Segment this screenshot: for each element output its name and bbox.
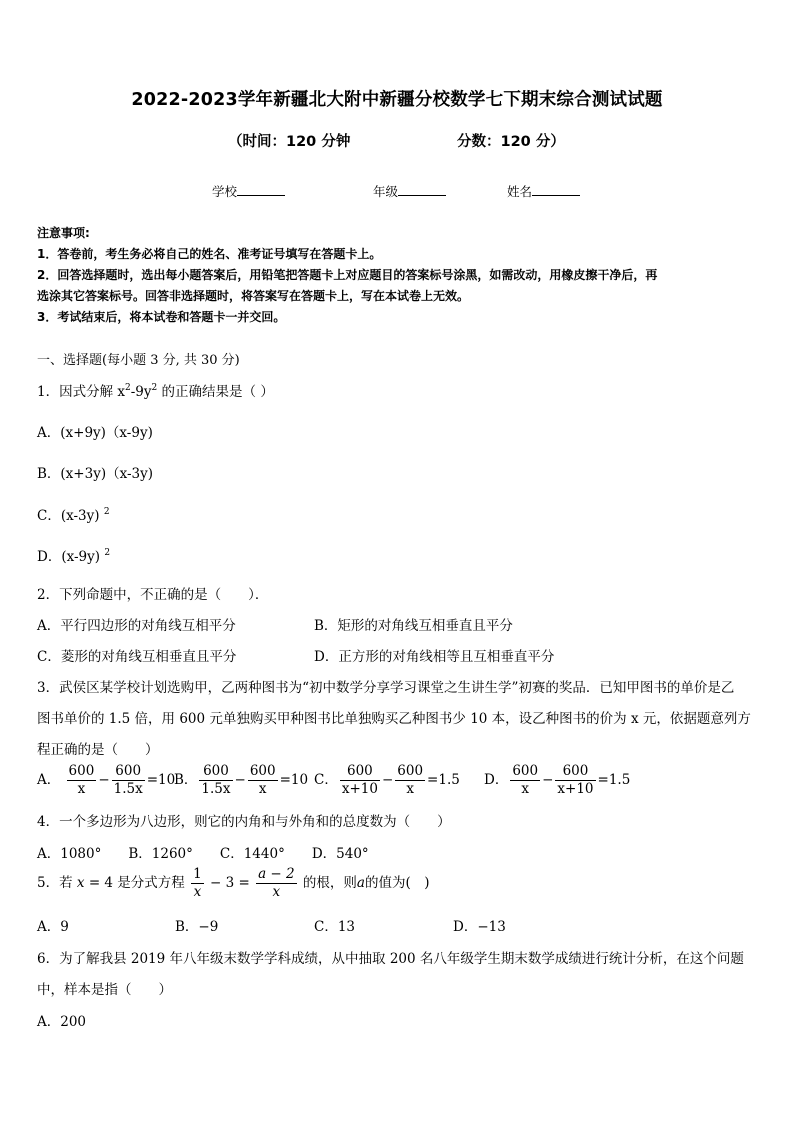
fraction	[555, 763, 595, 798]
q1-option-d	[37, 545, 110, 565]
notice-item: 2．回答选择题时，选出每小题答案后，用铅笔把答题卡上对应题目的答案标号涂黑，如需改动，用橡皮擦干净后，再	[37, 268, 658, 282]
q3-option-d	[484, 763, 630, 798]
numerator: 600	[512, 763, 539, 779]
notice-item: 选涂其它答案标号。回答非选择题时，将答案写在答题卡上，写在本试卷上无效。	[37, 289, 470, 303]
q1-option-b: B．(x+3y)（x-3y)	[37, 466, 154, 482]
q5-text-c: 的根，则	[302, 875, 357, 891]
denominator: x+10	[557, 781, 594, 797]
q5-option-b: B．−9	[175, 919, 219, 935]
q2-option-d: D．正方形的对角线相等且互相垂直平分	[314, 649, 555, 665]
q3-option-c-label: C．	[314, 772, 338, 788]
question-1-stem	[37, 380, 274, 400]
q5-option-d: D．−13	[453, 919, 506, 935]
denominator: x	[521, 781, 530, 797]
fraction	[340, 763, 380, 798]
name-label: 姓名	[507, 184, 533, 199]
q5-option-a: A．9	[37, 919, 69, 935]
q3-option-d-label: D．	[484, 772, 509, 788]
denominator: x+10	[341, 781, 378, 797]
rhs: =10	[279, 772, 309, 788]
q1-text-a: 1．因式分解 x	[37, 384, 125, 400]
numerator: 600	[249, 763, 276, 779]
notice-item: 3．考试结束后，将本试卷和答题卡一并交回。	[37, 310, 286, 324]
q2-option-a: A．平行四边形的对角线互相平分	[37, 618, 236, 634]
numerator: 600	[397, 763, 424, 779]
question-3-line: 图书单价的 1.5 倍，用 600 元单独购买甲种图书比单独购买乙种图书少 10 本，设乙种图书的价为 x 元，依据题意列方	[37, 711, 751, 727]
question-6-line: 中，样本是指（ ）	[37, 982, 172, 998]
q1-option-a: A．(x+9y)（x-9y)	[37, 425, 153, 441]
grade-label: 年级	[373, 184, 399, 199]
q1-option-d-sup: 2	[104, 548, 111, 558]
fraction	[248, 763, 278, 798]
section-heading: 一、选择题(每小题 3 分, 共 30 分)	[37, 353, 240, 368]
q1-text-c: 的正确结果是（ ）	[157, 384, 274, 400]
denominator: x	[406, 781, 414, 797]
name-field	[507, 182, 580, 200]
q5-text-b: = 4 是分式方程	[88, 875, 185, 891]
q2-option-b: B．矩形的对角线互相垂直且平分	[314, 618, 513, 634]
denominator: x	[77, 781, 86, 797]
fraction	[191, 866, 204, 901]
numerator: 600	[199, 763, 232, 781]
denominator: 1.5x	[201, 781, 231, 797]
q5-option-c: C．13	[314, 919, 356, 935]
rhs: =10	[146, 772, 176, 788]
school-label: 学校	[212, 184, 238, 199]
q5-text-a: 5．若	[37, 875, 73, 891]
q2-option-c: C．菱形的对角线互相垂直且平分	[37, 649, 237, 665]
numerator: 600	[340, 763, 380, 781]
q3-option-a-label: A．	[37, 772, 61, 788]
name-blank	[532, 183, 580, 196]
q3-option-b-label: B．	[174, 772, 198, 788]
denominator: x	[193, 884, 202, 900]
minus-sign: −	[542, 772, 554, 788]
minus-sign: −	[98, 772, 110, 788]
notice-heading: 注意事项:	[37, 226, 90, 240]
school-field	[212, 182, 285, 200]
q1-sup-2: 2	[151, 383, 158, 393]
numerator: a − 2	[258, 866, 295, 882]
fraction	[67, 763, 97, 798]
q5-text-mid: − 3 =	[209, 875, 250, 891]
q5-text-d: 的值为( )	[364, 875, 430, 891]
fraction	[256, 866, 297, 901]
question-4-stem: 4．一个多边形为八边形，则它的内角和与外角和的总度数为（ ）	[37, 814, 451, 830]
grade-blank	[398, 183, 446, 196]
q1-option-c	[37, 504, 110, 524]
denominator: x	[258, 781, 267, 797]
question-6-line: 6．为了解我县 2019 年八年级末数学学科成绩，从中抽取 200 名八年级学生期末数学成绩进行统计分析，在这个问题	[37, 951, 744, 967]
fraction	[510, 763, 540, 798]
denominator: x	[272, 884, 281, 900]
numerator: 1	[193, 866, 202, 882]
rhs: =1.5	[597, 772, 631, 788]
numerator: 600	[68, 763, 95, 779]
q5-var-a: a	[356, 875, 365, 891]
grade-field	[373, 182, 446, 200]
q1-option-c-sup: 2	[103, 507, 110, 517]
minus-sign: −	[234, 772, 246, 788]
q1-text-b: -9y	[130, 384, 152, 400]
time-label: （时间：120 分钟	[228, 134, 351, 150]
notice-item: 1．答卷前，考生务必将自己的姓名、准考证号填写在答题卡上。	[37, 247, 382, 261]
question-3-line: 程正确的是（ ）	[37, 742, 159, 758]
q4-options: A．1080° B．1260° C．1440° D．540°	[37, 846, 369, 862]
q6-option-a: A．200	[37, 1014, 87, 1030]
q3-option-a	[37, 763, 175, 798]
denominator: 1.5x	[113, 781, 143, 797]
q3-option-b	[174, 763, 308, 798]
page-title: 2022-2023学年新疆北大附中新疆分校数学七下期末综合测试试题	[131, 90, 663, 110]
score-label: 分数：120 分）	[457, 134, 565, 150]
q1-sup-1: 2	[125, 383, 131, 393]
question-3-line: 3．武侯区某学校计划选购甲，乙两种图书为“初中数学分享学习课堂之生讲生学”初赛的奖品．已知甲图书的单价是乙	[37, 680, 735, 696]
fraction	[199, 763, 232, 798]
question-5-stem	[37, 866, 430, 901]
q1-option-d-text: D．(x-9y)	[37, 549, 101, 565]
rhs: =1.5	[427, 772, 460, 788]
q3-option-c	[314, 763, 460, 798]
question-2-stem: 2．下列命题中，不正确的是（ ）．	[37, 587, 269, 603]
fraction	[112, 763, 145, 798]
fraction	[395, 763, 425, 798]
q1-option-c-text: C．(x-3y)	[37, 508, 100, 524]
q5-var-x: x	[76, 875, 85, 891]
numerator: 600	[555, 763, 595, 781]
numerator: 600	[112, 763, 145, 781]
school-blank	[237, 183, 285, 196]
minus-sign: −	[381, 772, 394, 788]
